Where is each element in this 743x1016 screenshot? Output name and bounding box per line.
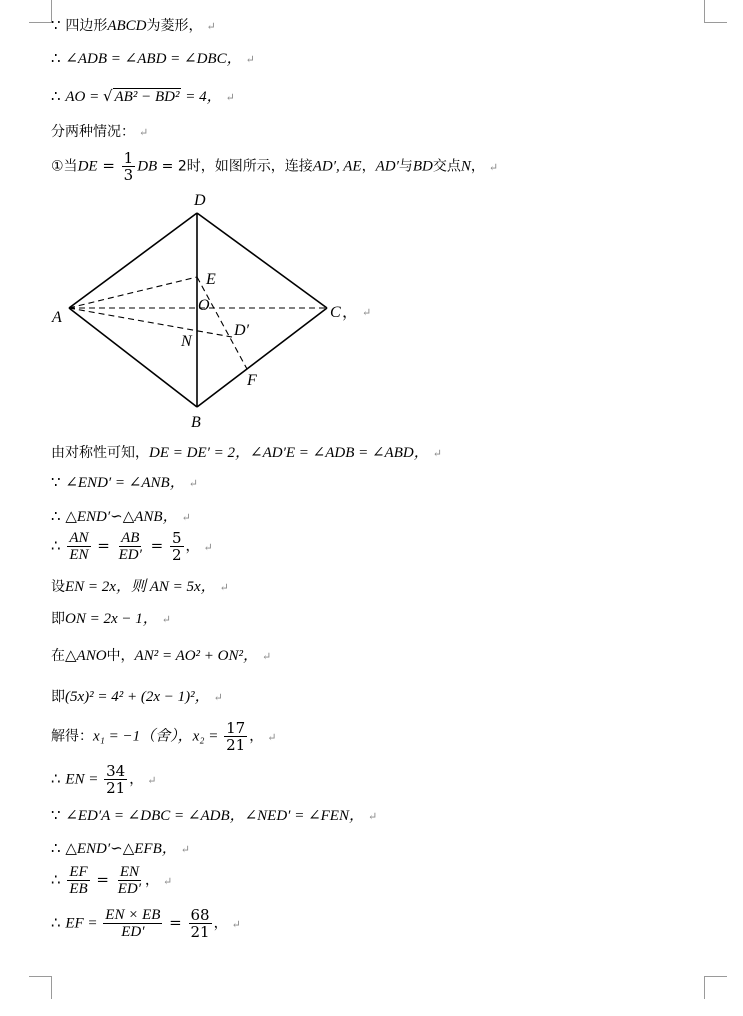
fraction: $\frac{AB}{ED'}$ xyxy=(118,530,142,563)
fraction: $\frac{EN \times EB}{ED'}$ xyxy=(105,907,161,940)
line-similar-triangles-1 xyxy=(51,506,191,528)
paragraph-mark: ↵ xyxy=(147,773,157,787)
line-rhombus-premise xyxy=(51,15,216,37)
therefore-symbol: ∴ xyxy=(51,87,61,105)
fraction: $\frac{EN}{ED'}$ xyxy=(117,864,142,897)
therefore-symbol: ∴ xyxy=(51,870,61,889)
line-symmetry xyxy=(51,442,442,464)
text: 即 xyxy=(51,689,65,705)
label-e: E xyxy=(206,271,216,288)
label-n: N xyxy=(181,333,192,350)
label-o: O xyxy=(198,297,210,314)
text: 即 xyxy=(51,611,65,627)
paragraph-mark: ↵ xyxy=(181,511,191,524)
sqrt-radicand: AB² − BD² xyxy=(114,89,180,105)
therefore-symbol: ∴ xyxy=(51,507,61,525)
math: △ANO xyxy=(65,648,107,664)
line-equal-angles xyxy=(51,48,255,70)
paragraph-mark: ↵ xyxy=(139,126,149,139)
text: 由对称性可知， xyxy=(51,445,149,461)
line-en-value: ∴ EN = $\frac{34}{21}$ ， ↵ xyxy=(51,762,157,797)
math: DE = DE′ = 2，∠AD′E = ∠ADB = ∠ABD， xyxy=(149,445,429,461)
fraction: $\frac{5}{2}$ xyxy=(172,529,182,564)
math: AD′ xyxy=(375,158,399,175)
text: 四边形 xyxy=(65,18,108,34)
line-pythagoras xyxy=(51,645,271,667)
line-ao-length: ∴ AO = √ AB² − BD² = 4， ↵ xyxy=(51,87,235,105)
text: 解得： xyxy=(51,728,93,745)
side-cb xyxy=(197,308,327,407)
paragraph-mark: ↵ xyxy=(432,447,442,460)
corner-mark-bottom-left xyxy=(29,976,52,999)
line-ef-value: ∴ EF = $\frac{EN \times EB}{ED'}$ = $\frac{68}{21}$ ， ↵ xyxy=(51,906,241,941)
fraction: $\frac{34}{21}$ xyxy=(106,762,126,797)
line-ratio-ef-eb: ∴ $\frac{EF}{EB}$ = $\frac{EN}{ED'}$ ， ↵ xyxy=(51,864,173,897)
paragraph-mark: ↵ xyxy=(488,160,499,174)
because-symbol: ∵ xyxy=(51,473,61,491)
therefore-symbol: ∴ xyxy=(51,49,61,67)
math: EN = 2x，则 AN = 5x， xyxy=(65,579,216,595)
line-ratio-an-en: ∴ $\frac{AN}{EN}$ = $\frac{AB}{ED'}$ = $\frac{5}{2}$ ， ↵ xyxy=(51,529,213,564)
math: △END′∽△ANB， xyxy=(65,509,178,525)
math: ON = 2x − 1， xyxy=(65,611,158,627)
text: 在 xyxy=(51,648,65,664)
math: (5x)² = 4² + (2x − 1)²， xyxy=(65,689,210,705)
therefore-symbol: ∴ xyxy=(51,913,61,932)
math: ABCD xyxy=(107,18,147,34)
side-dc xyxy=(197,213,327,308)
paragraph-mark: ↵ xyxy=(267,730,277,744)
label-d-prime: D′ xyxy=(234,322,250,339)
math: AO = xyxy=(65,89,103,105)
math: ∠ADB = ∠ABD = ∠DBC， xyxy=(65,51,242,67)
paragraph-mark: ↵ xyxy=(213,691,223,704)
because-symbol: ∵ xyxy=(51,16,61,34)
paragraph-mark: ↵ xyxy=(163,874,173,888)
math: ∠END′ = ∠ANB， xyxy=(65,475,185,491)
line-two-cases xyxy=(51,121,148,143)
math: x₁ = −1（舍），x₂ = xyxy=(93,728,223,745)
therefore-symbol: ∴ xyxy=(51,769,61,788)
paragraph-mark: ↵ xyxy=(219,581,229,594)
corner-mark-top-left xyxy=(29,0,52,23)
math: DB xyxy=(137,158,158,175)
math: = 4， xyxy=(181,89,222,105)
fraction: $\frac{EF}{EB}$ xyxy=(69,864,88,897)
text: 设 xyxy=(51,579,65,595)
paragraph-mark: ↵ xyxy=(231,917,241,931)
text: ①当 xyxy=(51,158,78,175)
rhombus-diagram xyxy=(40,185,380,435)
label-c-comma: ， xyxy=(342,304,359,321)
fraction: $\frac{AN}{EN}$ xyxy=(69,530,89,563)
paragraph-mark: ↵ xyxy=(367,810,378,823)
corner-mark-bottom-right xyxy=(704,976,727,999)
paragraph-mark: ↵ xyxy=(225,91,235,104)
paragraph-mark: ↵ xyxy=(262,650,272,663)
paragraph-mark: ↵ xyxy=(188,477,198,490)
line-on xyxy=(51,608,171,630)
therefore-symbol: ∴ xyxy=(51,536,61,555)
line-equation xyxy=(51,686,223,708)
math: EN = xyxy=(65,771,103,788)
line-case-one: ①当DE = $\frac{1}{3}$ DB = 2时，如图所示，连接AD′, AE，AD′与BD交点N， ↵ xyxy=(51,149,499,184)
line-similar-triangles-2 xyxy=(51,838,190,860)
math: BD xyxy=(412,158,433,175)
paragraph-mark: ↵ xyxy=(362,307,372,319)
math: DE xyxy=(77,158,98,175)
label-b: B xyxy=(191,414,201,431)
paragraph-mark: ↵ xyxy=(245,53,255,66)
label-d: D xyxy=(194,192,206,209)
corner-mark-top-right xyxy=(704,0,727,23)
text: 为菱形， xyxy=(146,18,203,34)
fraction: $\frac{68}{21}$ xyxy=(190,906,210,941)
dashed-ae xyxy=(69,277,197,308)
math: EF = xyxy=(65,915,102,932)
side-ba xyxy=(69,308,197,407)
label-c: C xyxy=(330,304,341,321)
line-let-en xyxy=(51,576,229,598)
paragraph-mark: ↵ xyxy=(203,540,213,554)
math: N xyxy=(460,158,471,175)
text: 中， xyxy=(106,648,135,664)
because-symbol: ∵ xyxy=(51,806,61,824)
line-solution: 解得：x₁ = −1（舍），x₂ = $\frac{17}{21}$ ， ↵ xyxy=(51,719,277,754)
math: AN² = AO² + ON²， xyxy=(134,648,259,664)
side-ad xyxy=(69,213,197,308)
math: ∠ED′A = ∠DBC = ∠ADB，∠NED′ = ∠FEN， xyxy=(65,808,364,824)
fraction: $\frac{1}{3}$ xyxy=(123,149,134,184)
paragraph-mark: ↵ xyxy=(161,613,171,626)
math: △END′∽△EFB， xyxy=(65,841,177,857)
label-f: F xyxy=(247,372,257,389)
fraction: $\frac{17}{21}$ xyxy=(226,719,246,754)
paragraph-mark: ↵ xyxy=(206,20,216,33)
therefore-symbol: ∴ xyxy=(51,839,61,857)
label-a: A xyxy=(52,309,62,326)
line-angle-equalities xyxy=(51,805,377,827)
paragraph-mark: ↵ xyxy=(180,843,190,856)
math: AD′, AE xyxy=(312,158,362,175)
text: 分两种情况： xyxy=(51,124,135,140)
line-vertical-angles xyxy=(51,472,198,494)
text: = 2时，如图所示，连接 xyxy=(157,158,313,175)
